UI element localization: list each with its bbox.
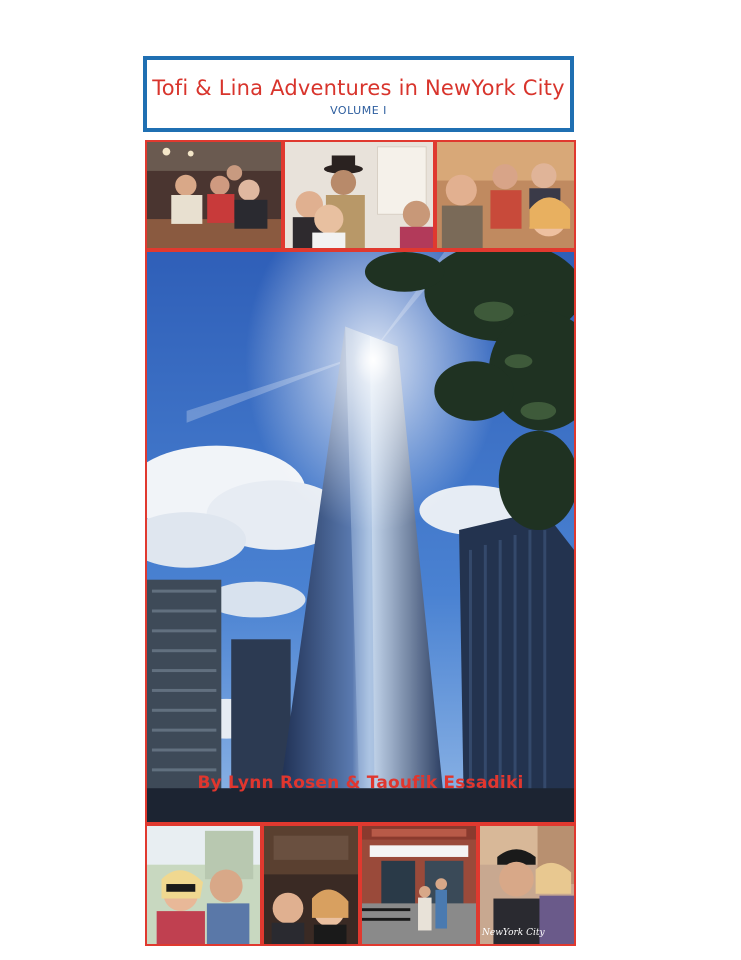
top-photo-group-dinner [435, 140, 576, 250]
bottom-photo-brooklyn-library [360, 824, 478, 946]
authors-byline: By Lynn Rosen & Taoufik Essadiki [197, 773, 524, 793]
book-title: Tofi & Lina Adventures in NewYork City [152, 76, 565, 100]
hero-photo-one-world-trade-center [145, 250, 576, 824]
bottom-photo-caption: NewYork City [482, 928, 545, 938]
volume-label: VOLUME I [330, 104, 387, 117]
top-photo-group-cafe [145, 140, 283, 250]
bottom-photo-selfie-couple [145, 824, 262, 946]
title-box [143, 56, 574, 132]
top-photo-group-hat [283, 140, 435, 250]
bottom-photo-selfie-theater [262, 824, 360, 946]
